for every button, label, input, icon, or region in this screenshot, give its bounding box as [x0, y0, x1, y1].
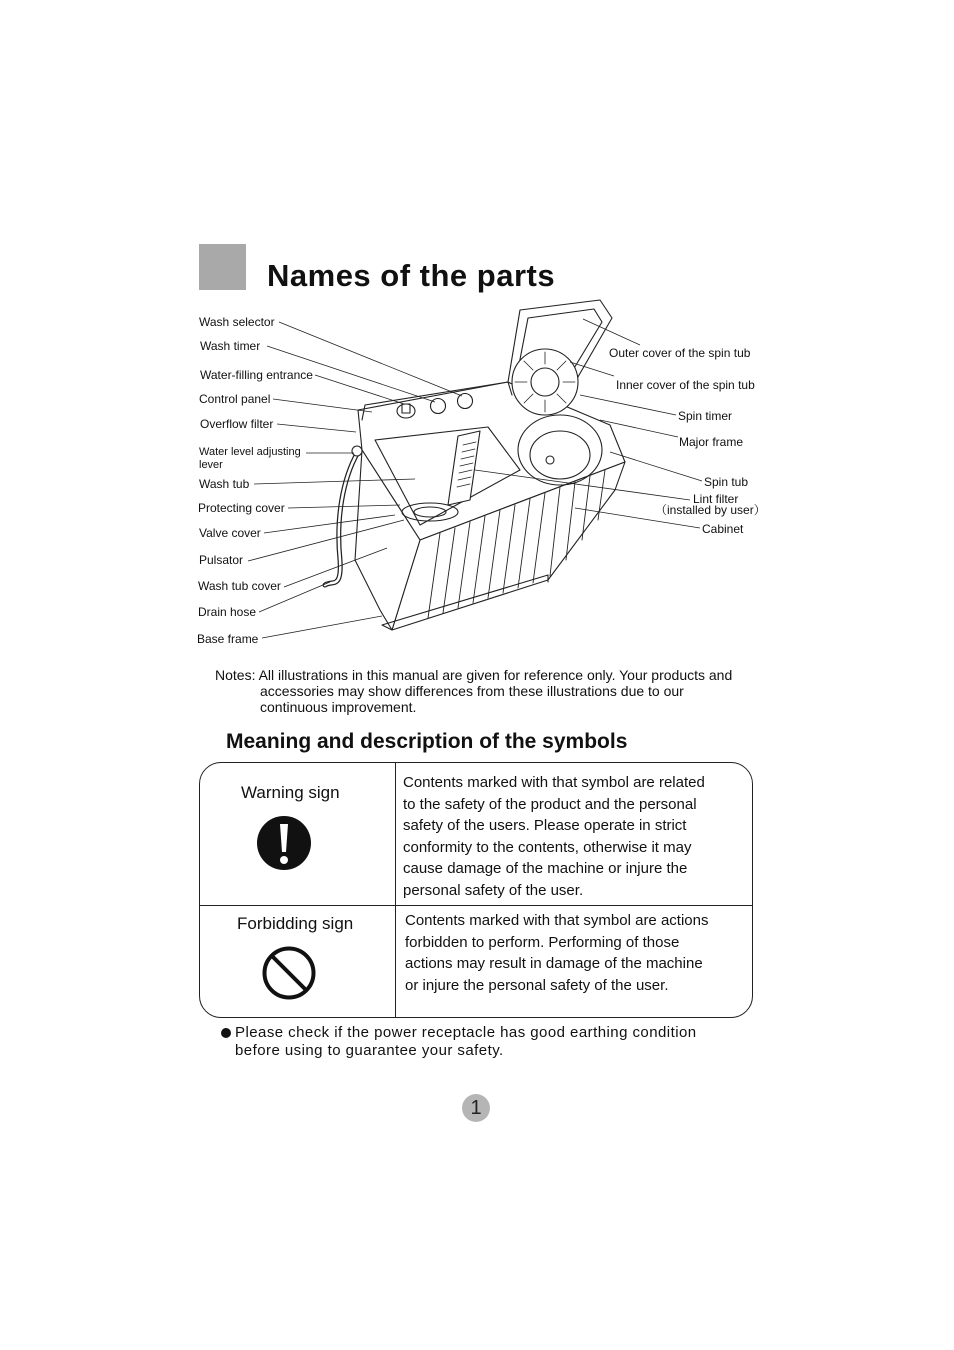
forbidding-line: forbidden to perform. Performing of those: [405, 933, 680, 951]
prohibition-icon: [261, 944, 317, 1002]
label-wash-selector: Wash selector: [199, 315, 275, 329]
warning-line: to the safety of the product and the personal: [403, 795, 697, 813]
label-wash-tub: Wash tub: [199, 477, 250, 491]
label-wash-timer: Wash timer: [200, 339, 261, 353]
label-control-panel: Control panel: [199, 392, 271, 406]
label-valve-cover: Valve cover: [199, 526, 261, 540]
label-outer-cover-spin-tub: Outer cover of the spin tub: [609, 346, 751, 360]
label-major-frame: Major frame: [679, 435, 744, 449]
safety-note-line: before using to guarantee your safety.: [235, 1042, 504, 1059]
notes-line: accessories may show differences from these illustrations due to our: [260, 683, 684, 699]
label-lint-filter: Lint filter: [693, 492, 739, 506]
label-spin-tub: Spin tub: [704, 475, 749, 489]
warning-description: [403, 772, 705, 902]
forbidding-line: or injure the personal safety of the user.: [405, 976, 669, 994]
forbidding-sign-label: Forbidding sign: [237, 914, 354, 933]
notes: [215, 667, 785, 715]
label-drain-hose: Drain hose: [198, 605, 257, 619]
label-water-filling-entrance: Water-filling entrance: [200, 368, 313, 382]
label-lint-filter-note: （installed by user）: [655, 503, 766, 517]
notes-line: continuous improvement.: [260, 699, 417, 715]
label-water-level-lever: Water level adjusting: [199, 446, 301, 458]
forbidding-description: [405, 910, 708, 996]
safety-note-line: Please check if the power receptacle has good earthing condition: [235, 1024, 697, 1041]
page-title: Names of the parts: [267, 258, 556, 293]
label-wash-tub-cover: Wash tub cover: [198, 579, 281, 593]
label-water-level-lever-2: lever: [199, 459, 223, 471]
bullet-icon: [221, 1028, 231, 1038]
table-divider: [395, 763, 396, 1017]
forbidding-line: Contents marked with that symbol are actions: [405, 912, 709, 929]
notes-line: Notes: All illustrations in this manual are given for reference only. Your products and: [215, 667, 733, 683]
warning-line: personal safety of the user.: [403, 881, 584, 899]
table-divider: [199, 905, 753, 906]
warning-line: Contents marked with that symbol are related: [403, 774, 705, 791]
exclamation-circle-icon: [256, 814, 312, 872]
page-number: 1: [462, 1094, 490, 1122]
warning-line: safety of the users. Please operate in strict: [403, 817, 687, 835]
label-base-frame: Base frame: [197, 632, 259, 646]
warning-sign-label: Warning sign: [241, 783, 340, 802]
warning-line: cause damage of the machine or injure the: [403, 860, 688, 878]
warning-line: conformity to the contents, otherwise it may: [403, 838, 692, 856]
symbols-heading: Meaning and description of the symbols: [226, 730, 628, 753]
label-pulsator: Pulsator: [199, 553, 244, 567]
label-inner-cover-spin-tub: Inner cover of the spin tub: [616, 378, 755, 392]
label-spin-timer: Spin timer: [678, 409, 733, 423]
label-overflow-filter: Overflow filter: [200, 417, 274, 431]
safety-note: [235, 1024, 697, 1060]
label-cabinet: Cabinet: [702, 522, 744, 536]
forbidding-line: actions may result in damage of the machine: [405, 955, 703, 973]
label-protecting-cover: Protecting cover: [198, 501, 285, 515]
